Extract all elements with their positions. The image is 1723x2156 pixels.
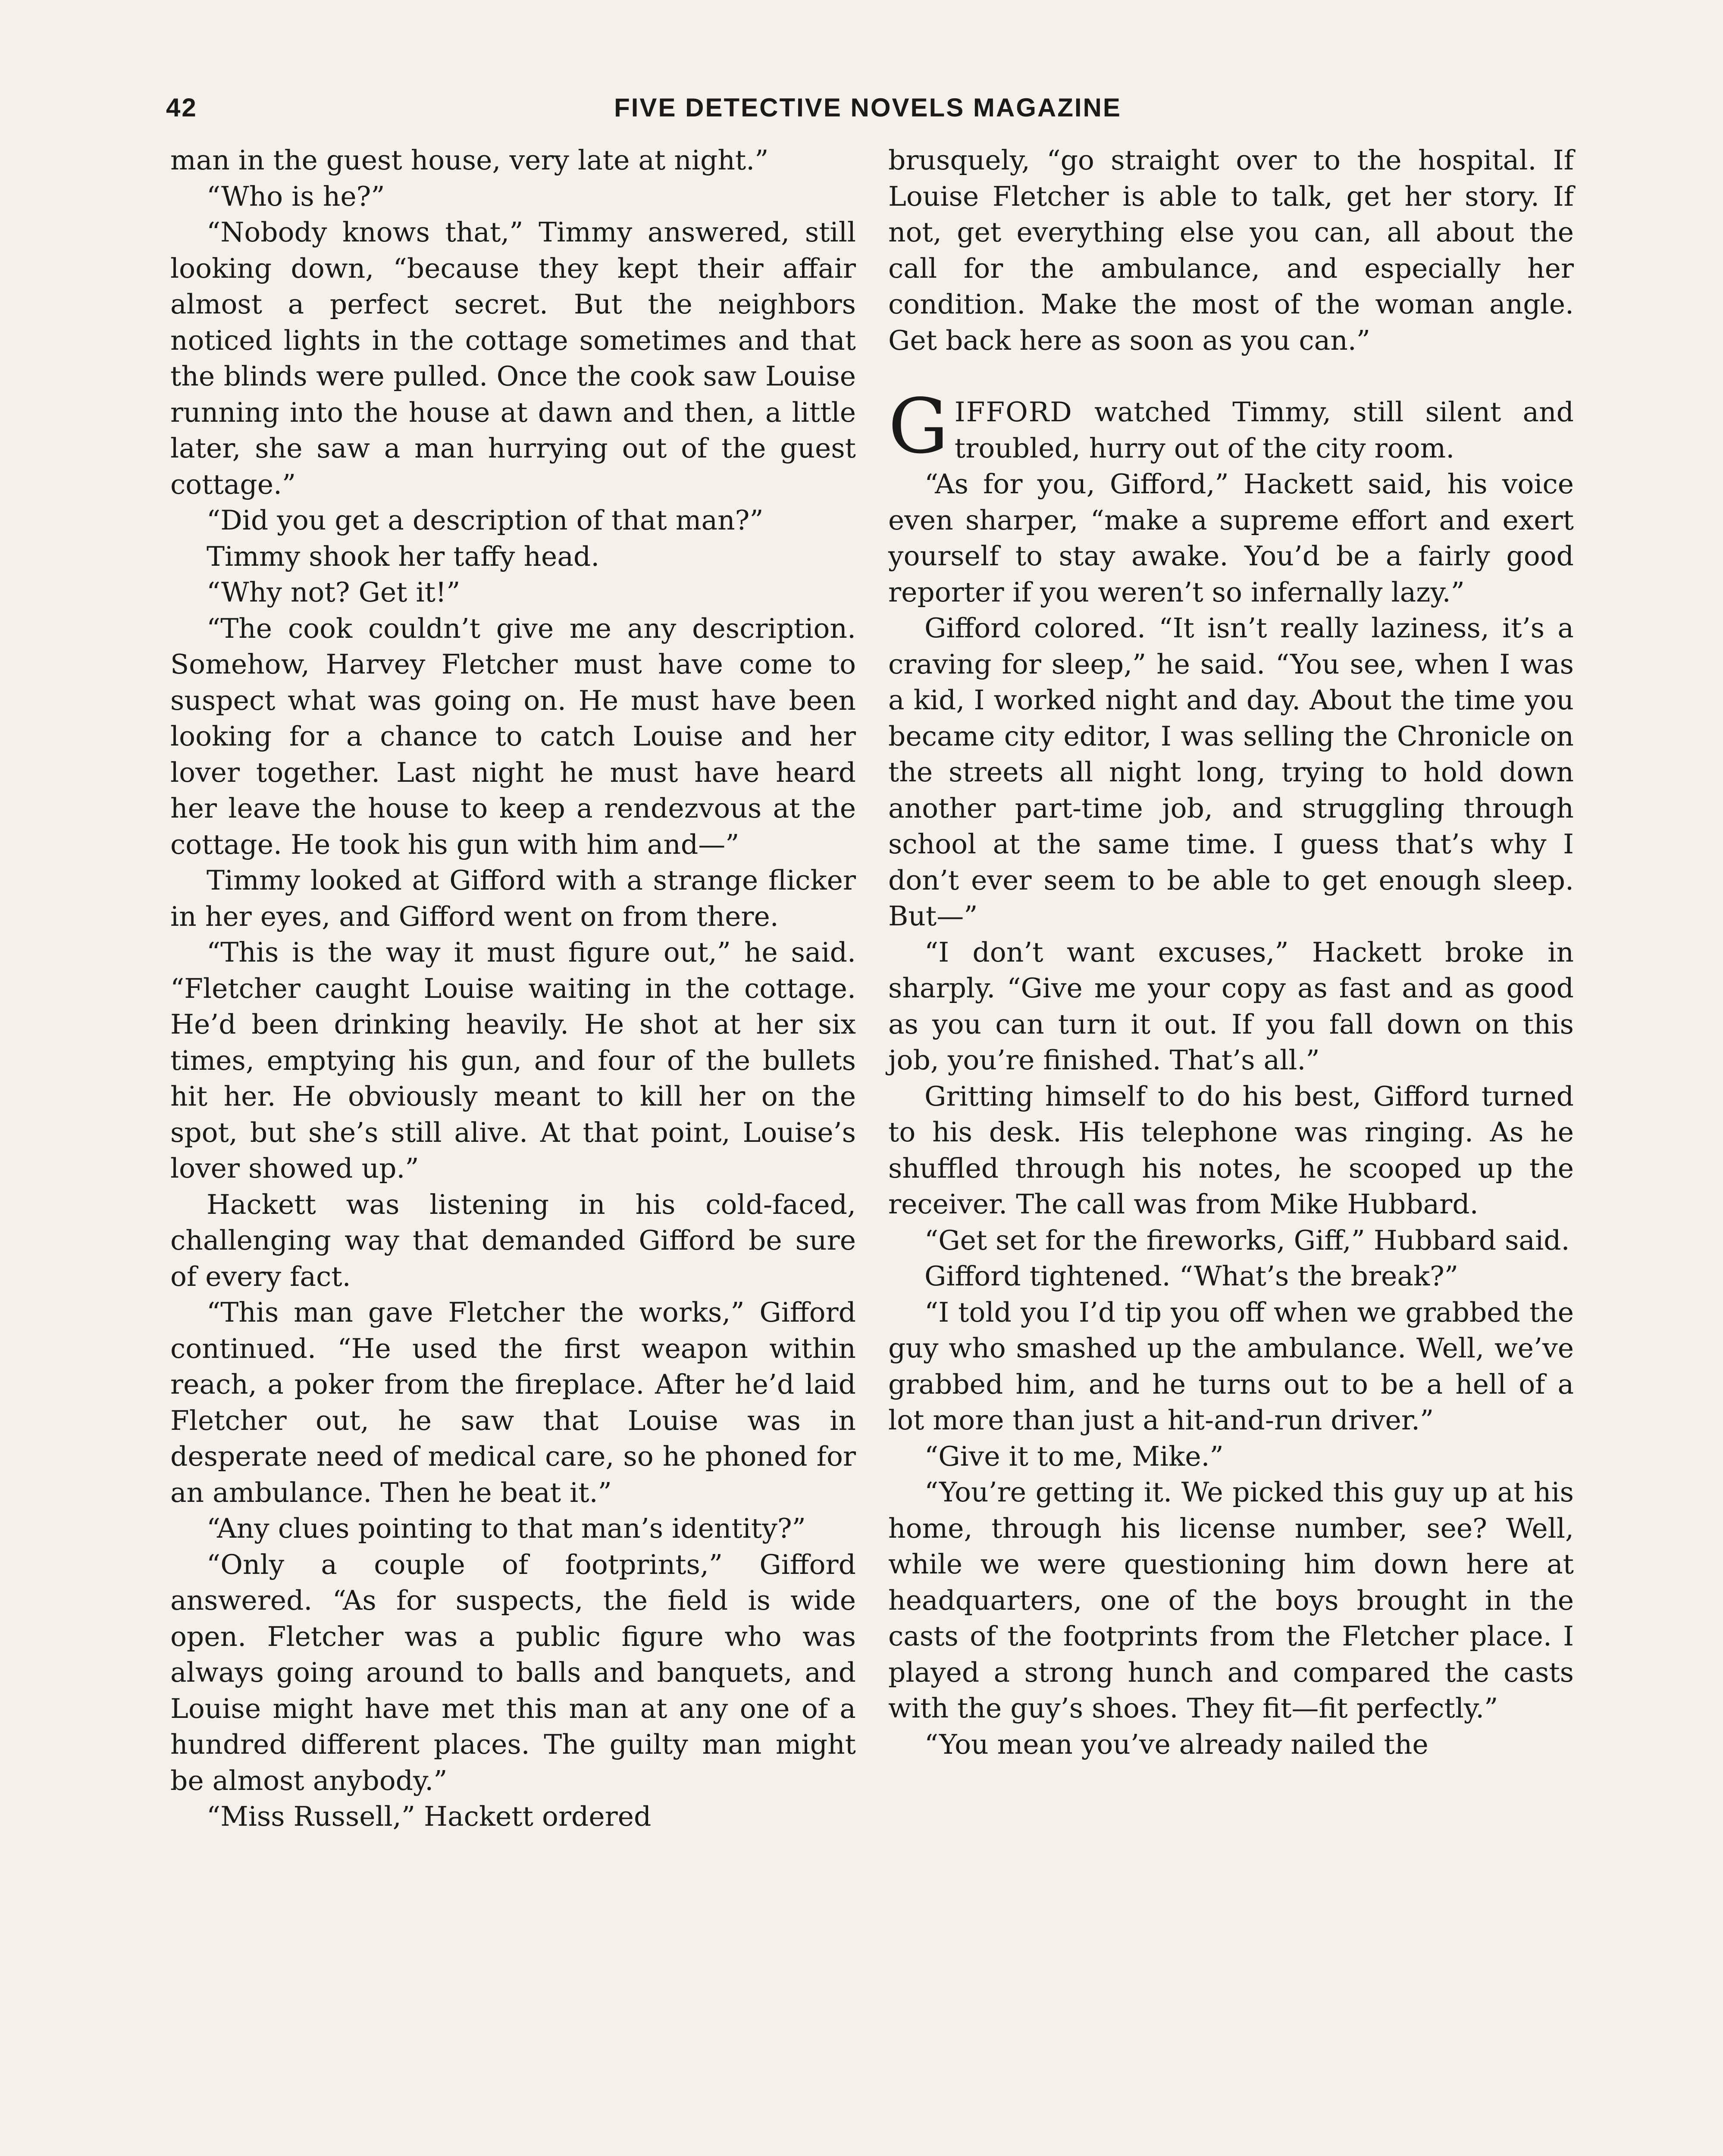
paragraph: “Nobody knows that,” Timmy answered, still looking down, “because they kept their affair almost a perfect secret. But the neighbors noticed lights in the cottage sometimes and that the blinds were pulled. Once the cook saw Louise running into the house at dawn and then, a little later, she saw a man hurrying out of the guest cottage.” [170,216,856,500]
paragraph: brusquely, “go straight over to the hospital. If Louise Fletcher is able to talk, get her story. If not, get everything else you can, all about the call for the ambulance, and especially her condition. Make the most of the woman angle. Get back here as soon as you can.” [888,144,1574,356]
page-header [166,93,1569,127]
drop-cap-word: IFFORD [954,396,1073,428]
paragraph: man in the guest house, very late at night.” [170,144,769,176]
left-column [170,142,856,1835]
drop-cap: G [888,383,949,470]
paragraph: “As for you, Gifford,” Hackett said, his voice even sharper, “make a supreme effort and exert yourself to stay awake. You’d be a fairly good reporter if you weren’t so infernally lazy.” [888,468,1574,608]
paragraph: “You mean you’ve already nailed the [924,1728,1429,1760]
paragraph: Timmy shook her taffy head. [207,540,600,572]
paragraph: “I don’t want excuses,” Hackett broke in sharply. “Give me your copy as fast and as good as you can turn it out. If you fall down on this job, you’re finished. That’s all.” [888,936,1574,1076]
right-column [888,142,1574,1762]
paragraph: “Who is he?” [207,180,385,212]
paragraph: Hackett was listening in his cold-faced, challenging way that demanded Gifford be sure of every fact. [170,1188,856,1292]
paragraph: “This is the way it must figure out,” he said. “Fletcher caught Louise waiting in the cottage. He’d been drinking heavily. He shot at her six times, emptying his gun, and four of the bullets hit her. He obviously meant to kill her on the spot, but she’s still alive. At that point, Louise’s lover showed up.” [170,937,856,1184]
paragraph: Gritting himself to do his best, Gifford turned to his desk. His telephone was ringing. As he shuffled through his notes, he scooped up the receiver. The call was from Mike Hubbard. [888,1080,1574,1220]
paragraph: “Miss Russell,” Hackett ordered [207,1801,652,1832]
paragraph: “The cook couldn’t give me any description. Somehow, Harvey Fletcher must have come to suspect what was going on. He must have been looking for a chance to catch Louise and her lover together. Last night he must have heard her leave the house to keep a rendezvous at the cottage. He took his gun with him and—” [170,612,856,860]
paragraph: “Only a couple of footprints,” Gifford answered. “As for suspects, the field is wide open. Fletcher was a public figure who was always going around to balls and banquets, and Louise might have met this man at any one of a hundred different places. The guilty man might be almost anybody.” [170,1548,856,1796]
drop-cap-sentence: watched Timmy, still silent and troubled, hurry out of the city room. [954,396,1574,464]
paragraph: “Any clues pointing to that man’s identity?” [207,1513,806,1544]
paragraph: “This man gave Fletcher the works,” Gifford continued. “He used the first weapon within reach, a poker from the fireplace. After he’d laid Fletcher out, he saw that Louise was in desperate need of medical care, so he phoned for an ambulance. Then he beat it.” [170,1297,856,1508]
paragraph: “Did you get a description of that man?” [207,505,764,536]
section-opening-paragraph [888,383,1574,470]
magazine-title: FIVE DETECTIVE NOVELS MAGAZINE [614,93,1122,122]
paragraph: “Why not? Get it!” [207,577,461,608]
paragraph: “Get set for the fireworks, Giff,” Hubbard said. [924,1224,1570,1256]
paragraph: Gifford tightened. “What’s the break?” [924,1260,1459,1292]
page-number: 42 [166,93,197,122]
paragraph: Timmy looked at Gifford with a strange flicker in her eyes, and Gifford went on from there. [170,865,856,932]
paragraph: “Give it to me, Mike.” [924,1440,1224,1472]
paragraph: “You’re getting it. We picked this guy up at his home, through his license number, see? Well, while we were questioning him down here at headquarters, one of the boys brought in the casts of the footprints from the Fletcher place. I played a strong hunch and compared the casts with the guy’s shoes. They fit—fit perfectly.” [888,1476,1574,1724]
paragraph: Gifford colored. “It isn’t really laziness, it’s a craving for sleep,” he said. “You see, when I was a kid, I worked night and day. About the time you became city editor, I was selling the Chronicle on the streets all night long, trying to hold down another part-time job, and struggling through school at the same time. I guess that’s why I don’t ever seem to be able to get enough sleep. But—” [888,612,1574,932]
paragraph: “I told you I’d tip you off when we grabbed the guy who smashed up the ambulance. Well, we’ve grabbed him, and he turns out to be a hell of a lot more than just a hit-and-run driver.” [888,1296,1574,1436]
